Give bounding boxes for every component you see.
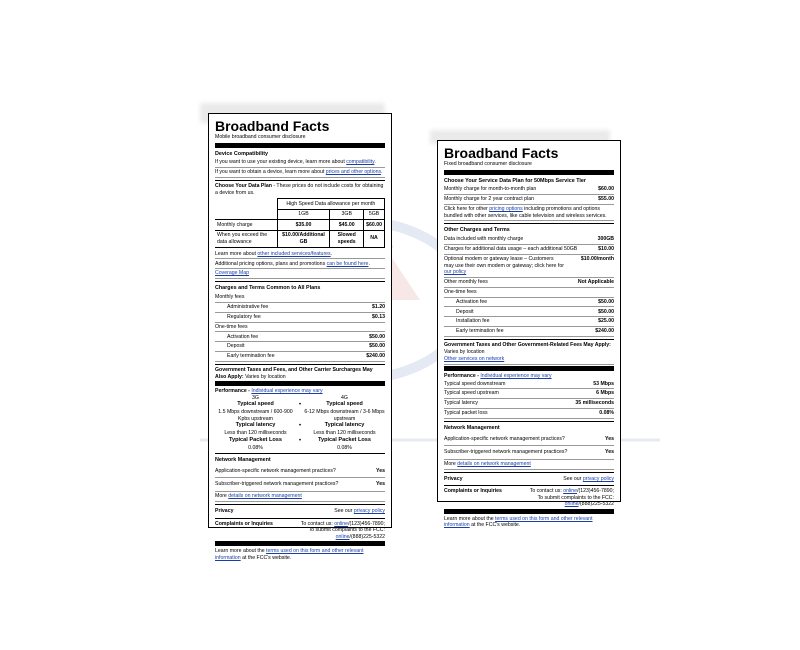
- charge-row: Data included with monthly charge 300GB: [444, 235, 614, 245]
- other-charges-heading: Other Charges and Terms: [444, 227, 510, 234]
- plan-col-1: 1GB: [277, 209, 330, 220]
- plan-cell: $60.00: [364, 220, 385, 231]
- device-heading: Device Compatibility: [215, 150, 269, 157]
- taxes-line: Government Taxes and Fees, and Other Carrier Surcharges May Also Apply: Varies by location: [215, 367, 373, 380]
- modem-row: Optional modem or gateway lease – Customers may use their own modem or gateway; click here for our policy $10.00/month: [444, 255, 614, 278]
- charges-heading: Charges and Terms Common to All Plans: [215, 285, 321, 292]
- plan-cell: $35.00: [277, 220, 330, 231]
- perf-col-3g: 3G: [252, 394, 259, 401]
- plan-row-label: When you exceed the data allowance: [215, 230, 277, 247]
- network-row: Subscriber-triggered network management practices? Yes: [444, 446, 614, 460]
- fee-row: Deposit $50.00: [215, 342, 385, 352]
- network-row: Application-specific network management practices? Yes: [444, 433, 614, 447]
- plan-cell: $45.00: [330, 220, 364, 231]
- divider-bar: [444, 170, 614, 175]
- plan-cell: NA: [364, 230, 385, 247]
- monthly-fees-label: Monthly fees: [215, 293, 385, 303]
- plan-heading: Choose Your Data Plan - These prices do not include costs for obtaining a device from us.: [215, 183, 384, 196]
- plan-table: [215, 198, 385, 248]
- perf-row: Typical packet loss 0.08%: [444, 409, 614, 419]
- found-here-link[interactable]: can be found here: [326, 260, 369, 267]
- device-line-2: If you want to obtain a device, learn more about prices and other options.: [215, 168, 385, 178]
- perf-row: Typical speed downstream 53 Mbps: [444, 379, 614, 389]
- label-title: Broadband Facts: [444, 145, 559, 161]
- coverage-map-link[interactable]: Coverage Map: [215, 270, 250, 277]
- network-details-link[interactable]: details on network management: [457, 460, 531, 467]
- perf-col-4g: 4G: [341, 394, 348, 401]
- fee-row: Deposit $50.00: [444, 307, 614, 317]
- performance-grid: 3G 4G Typical speed • Typical speed 1.5 Mbps downstream / 600-900 Kpbs upstream 6-12 Mbps downstream / 3-6 Mbps upstream Typical latency • Typical latency Less than 120 milliseconds Less than 120 milliseconds Typical Packet Loss • Typical Packet Loss 0.08% 0.08%: [215, 395, 385, 452]
- plan-col-3: 5GB: [364, 209, 385, 220]
- other-monthly-row: Other monthly fees Not Applicable: [444, 278, 614, 288]
- fcc-terms-link[interactable]: terms used on this form and other relevant information: [215, 548, 364, 561]
- taxes-line: Government Taxes and Other Government-Related Fees May Apply: Varies by location: [444, 342, 611, 355]
- onetime-fees-label: One-time fees: [215, 323, 385, 333]
- network-more-line: More details on network management: [444, 460, 614, 470]
- label-subtitle: Fixed broadband consumer disclosure: [444, 161, 532, 167]
- plan-cell: Slowed speeds: [330, 230, 364, 247]
- privacy-policy-link[interactable]: privacy policy: [353, 507, 385, 514]
- other-services-link[interactable]: other included services/features: [257, 250, 331, 257]
- label-subtitle: Mobile broadband consumer disclosure: [215, 134, 306, 140]
- fee-row: Activation fee $50.00: [444, 298, 614, 308]
- footer-text: Learn more about the terms used on this form and other relevant information at the FCC's website.: [215, 548, 364, 561]
- plan-row: Monthly charge for month-to-month plan $60.00: [444, 185, 614, 195]
- contact-online-link[interactable]: online: [334, 520, 349, 527]
- other-services-network-link[interactable]: Other services on network: [444, 356, 505, 363]
- footer-text: Learn more about the terms used on this form and other relevant information at the FCC's website.: [444, 515, 593, 529]
- complaints-row: Complaints or Inquiries To contact us: online/(123)456-7890; To submit complaints to the FCC: online/(888)225-5322: [444, 488, 614, 508]
- network-row: Subscriber-triggered network management practices? Yes: [215, 478, 385, 492]
- charge-row: Charges for additional data usage – each additional 50GB $10.00: [444, 245, 614, 255]
- device-line-1: If you want to use your existing device, learn more about compatibility.: [215, 158, 385, 168]
- fcc-online-link[interactable]: online: [335, 533, 350, 540]
- fee-row: Installation fee $25.00: [444, 317, 614, 327]
- contact-online-link[interactable]: online: [563, 488, 578, 495]
- privacy-policy-link[interactable]: privacy policy: [582, 475, 614, 482]
- fcc-terms-link[interactable]: terms used on this form and other relevant information: [444, 515, 593, 529]
- fixed-broadband-label: [437, 140, 621, 529]
- plan-heading: Choose Your Service Data Plan for 50Mbps Service Tier: [444, 177, 587, 184]
- modem-policy-link[interactable]: our policy: [444, 269, 467, 276]
- plan-col-2: 3GB: [330, 209, 364, 220]
- prices-options-link[interactable]: prices and other options: [325, 169, 382, 176]
- fee-row: Early termination fee $240.00: [215, 352, 385, 362]
- pricing-options-line: Click here for other pricing options including promotions and options bundled with other services, like cable television and wireless services.: [444, 205, 614, 221]
- label-title: Broadband Facts: [215, 118, 330, 134]
- compatibility-link[interactable]: compatibility: [346, 159, 375, 166]
- network-more-line: More details on network management: [215, 492, 385, 502]
- network-row: Application-specific network management practices? Yes: [215, 465, 385, 479]
- fcc-online-link[interactable]: online: [564, 501, 579, 508]
- privacy-row: Privacy See our privacy policy: [444, 475, 614, 482]
- performance-heading: Performance - Individual experience may vary: [215, 388, 323, 394]
- additional-pricing-line: Additional pricing options, plans and promotions can be found here.: [215, 259, 385, 269]
- performance-heading: Performance - Individual experience may vary: [444, 372, 552, 379]
- onetime-fees-label: One-time fees: [444, 288, 614, 298]
- network-heading: Network Management: [444, 424, 500, 431]
- experience-link[interactable]: Individual experience may vary: [251, 388, 323, 394]
- fee-row: Administrative fee $1.20: [215, 303, 385, 313]
- network-details-link[interactable]: details on network management: [228, 492, 302, 499]
- plan-row: Monthly charge for 2 year contract plan $55.00: [444, 195, 614, 205]
- plan-cell: $10.00/Additional GB: [277, 230, 330, 247]
- fee-row: Early termination fee $240.00: [444, 327, 614, 337]
- pricing-options-link[interactable]: pricing options: [489, 206, 523, 213]
- plan-table-caption: High Speed Data allowance per month: [277, 199, 384, 210]
- network-heading: Network Management: [215, 457, 271, 463]
- complaints-row: Complaints or Inquiries To contact us: online/(123)456-7890; To submit complaints to the FCC: online/(888)225-5322: [215, 520, 385, 540]
- privacy-row: Privacy See our privacy policy: [215, 507, 385, 514]
- fee-row: Activation fee $50.00: [215, 332, 385, 342]
- experience-link[interactable]: Individual experience may vary: [480, 372, 552, 379]
- fee-row: Regulatory fee $0.13: [215, 313, 385, 323]
- divider-bar: [215, 143, 385, 148]
- mobile-broadband-label: [208, 113, 392, 561]
- plan-row-label: Monthly charge: [215, 220, 277, 231]
- watermark-graphic: [60, 180, 760, 480]
- perf-row: Typical latency 35 milliseconds: [444, 399, 614, 409]
- learn-more-line: Learn more about other included services/features.: [215, 250, 385, 260]
- perf-row: Typical speed upstream 6 Mbps: [444, 389, 614, 399]
